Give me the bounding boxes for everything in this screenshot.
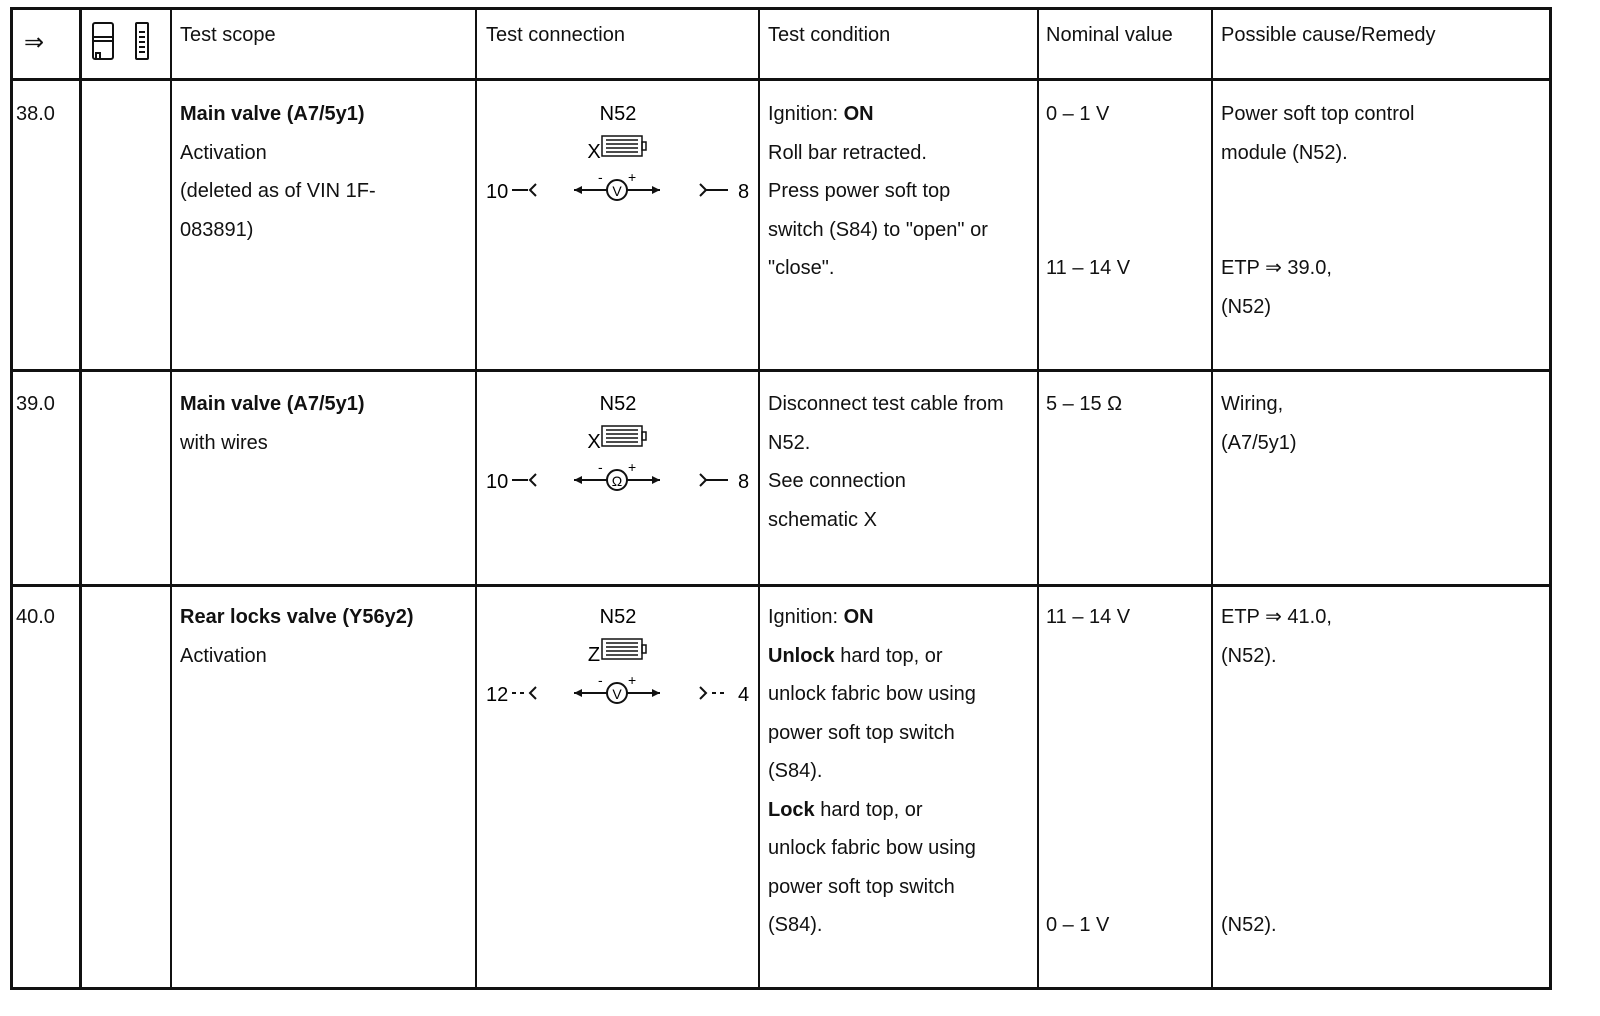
rule-row2-bottom: [10, 584, 1552, 587]
left-probe: [512, 687, 536, 699]
test-condition: [768, 385, 1004, 539]
step-number: 39.0: [16, 393, 55, 415]
cause-line: Power soft top control: [1221, 103, 1415, 125]
connection-diagram: [480, 382, 760, 507]
cause-line: ETP ⇒ 39.0,: [1221, 257, 1332, 279]
left-probe: [512, 184, 536, 196]
cause-remedy: [1221, 95, 1414, 172]
left-pin: 10: [486, 181, 509, 203]
meter-unit: V: [612, 183, 622, 199]
cause-line: Wiring,: [1221, 393, 1284, 415]
meter-symbol: [574, 672, 660, 703]
condition-line: unlock fabric bow using: [768, 837, 976, 859]
header-icons: [88, 20, 158, 73]
cause-remedy: [1221, 249, 1332, 326]
scope-line: 083891): [180, 218, 254, 241]
nominal-value: 11 – 14 V: [1046, 606, 1131, 628]
meter-unit: V: [612, 686, 622, 702]
test-device-icon: [136, 23, 148, 59]
svg-text:+: +: [628, 459, 637, 475]
connector-label: X: [587, 431, 601, 453]
test-condition: [768, 598, 976, 945]
cause-remedy: [1221, 598, 1332, 675]
scope-line: Main valve (A7/5y1): [180, 103, 365, 125]
rule-col2: [170, 7, 172, 990]
multimeter-icon: [93, 23, 113, 59]
condition-line: Ignition: ON: [768, 606, 874, 628]
meter-symbol: [574, 459, 660, 490]
cause-remedy: (N52).: [1221, 914, 1277, 936]
rule-row1-bottom: [10, 369, 1552, 372]
connection-diagram: [480, 92, 760, 217]
rule-top: [10, 7, 1552, 10]
module-label: N52: [599, 393, 637, 415]
scope-line: Activation: [180, 644, 267, 667]
condition-line: unlock fabric bow using: [768, 683, 976, 705]
rule-col6: [1211, 7, 1213, 990]
module-label: N52: [599, 103, 637, 125]
rule-bottom: [10, 987, 1552, 990]
header-nominal-value: Nominal value: [1046, 24, 1173, 46]
test-scope: [180, 598, 414, 675]
nominal-value: 0 – 1 V: [1046, 103, 1110, 125]
condition-line: power soft top switch: [768, 875, 955, 898]
svg-text:+: +: [628, 672, 637, 688]
rule-right: [1549, 7, 1552, 990]
condition-line: Unlock hard top, or: [768, 644, 943, 667]
cause-line: (N52): [1221, 295, 1272, 318]
condition-line: Lock hard top, or: [768, 798, 923, 821]
step-number: 38.0: [16, 103, 55, 125]
left-pin: 10: [486, 471, 509, 493]
condition-line: schematic X: [768, 508, 877, 531]
header-test-connection: Test connection: [486, 24, 625, 46]
cause-remedy: [1221, 385, 1297, 462]
condition-line: Press power soft top: [768, 180, 951, 202]
rule-col1: [79, 7, 82, 990]
condition-line: Ignition: ON: [768, 103, 874, 125]
cause-line: (N52).: [1221, 644, 1277, 667]
condition-line: switch (S84) to "open" or: [768, 218, 988, 241]
left-probe: [512, 474, 536, 486]
test-scope: [180, 385, 365, 462]
connector-label: X: [587, 141, 601, 163]
rule-col3: [475, 7, 477, 990]
connection-diagram: [480, 595, 760, 720]
scope-line: with wires: [180, 431, 268, 454]
svg-text:-: -: [598, 169, 603, 185]
condition-line: (S84).: [768, 914, 823, 936]
condition-line: Roll bar retracted.: [768, 141, 927, 164]
cause-line: module (N52).: [1221, 141, 1348, 164]
left-pin: 12: [486, 684, 509, 706]
cause-line: ETP ⇒ 41.0,: [1221, 606, 1332, 628]
right-pin: 4: [738, 684, 750, 706]
meter-symbol: [574, 169, 660, 200]
right-pin: 8: [738, 471, 750, 493]
connector-icon: [602, 639, 646, 659]
scope-line: (deleted as of VIN 1F-: [180, 180, 376, 202]
step-number: 40.0: [16, 606, 55, 628]
right-probe: [700, 474, 728, 486]
nominal-value: 5 – 15 Ω: [1046, 393, 1123, 415]
module-label: N52: [599, 606, 637, 628]
right-probe: [700, 184, 728, 196]
svg-text:+: +: [628, 169, 637, 185]
right-probe: [700, 687, 724, 699]
header-test-scope: Test scope: [180, 24, 276, 46]
condition-line: (S84).: [768, 760, 823, 782]
meter-unit: Ω: [611, 473, 623, 489]
connector-label: Z: [587, 644, 601, 666]
rule-header-bottom: [10, 78, 1552, 81]
connector-icon: [602, 426, 646, 446]
svg-text:-: -: [598, 672, 603, 688]
condition-line: N52.: [768, 431, 811, 454]
header-cause-remedy: Possible cause/Remedy: [1221, 24, 1436, 46]
connector-icon: [602, 136, 646, 156]
right-pin: 8: [738, 181, 750, 203]
cause-line: (A7/5y1): [1221, 431, 1297, 454]
condition-line: Disconnect test cable from: [768, 393, 1004, 415]
rule-left: [10, 7, 13, 990]
test-condition: [768, 95, 988, 288]
nominal-value: 11 – 14 V: [1046, 257, 1131, 279]
rule-col5: [1037, 7, 1039, 990]
scope-line: Activation: [180, 141, 267, 164]
condition-line: See connection: [768, 470, 906, 492]
condition-line: "close".: [768, 257, 835, 279]
test-scope: [180, 95, 376, 249]
header-test-condition: Test condition: [768, 24, 891, 46]
nominal-value: 0 – 1 V: [1046, 914, 1110, 936]
condition-line: power soft top switch: [768, 721, 955, 744]
svg-text:-: -: [598, 459, 603, 475]
scope-line: Rear locks valve (Y56y2): [180, 606, 414, 628]
header-arrow: ⇒: [24, 29, 45, 56]
scope-line: Main valve (A7/5y1): [180, 393, 365, 415]
